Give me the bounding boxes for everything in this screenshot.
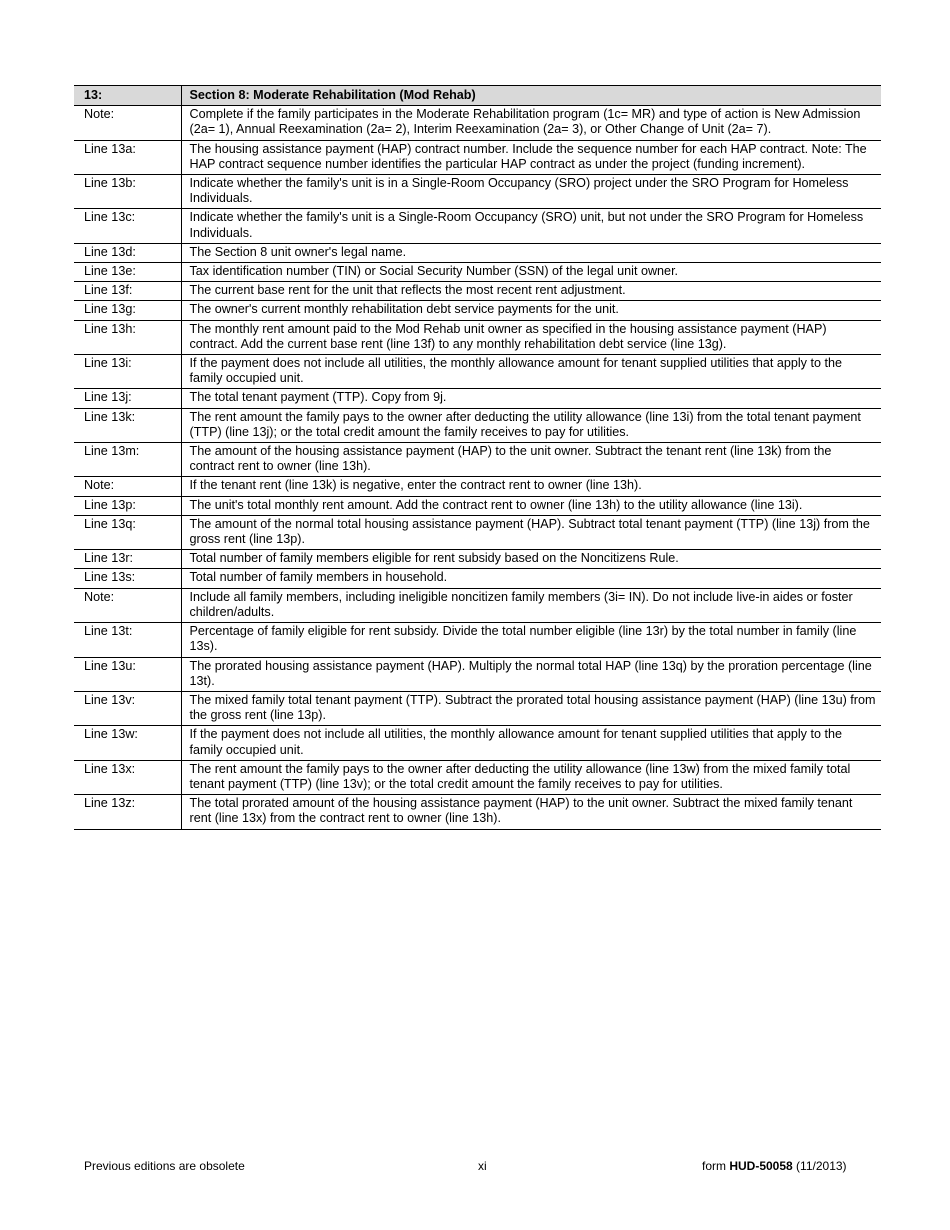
table-row (74, 320, 881, 354)
page-number: xi (478, 1159, 487, 1173)
row-description: The mixed family total tenant payment (TTP). Subtract the prorated total housing assistance payment (HAP) (line 13u) from the gross rent (line 13p). (181, 691, 881, 725)
table-row (74, 263, 881, 282)
row-label: Note: (74, 106, 181, 140)
table-row (74, 355, 881, 389)
row-label: Line 13d: (74, 243, 181, 262)
table-row (74, 588, 881, 622)
row-label: Line 13a: (74, 140, 181, 174)
row-label: Line 13w: (74, 726, 181, 760)
row-description: The rent amount the family pays to the owner after deducting the utility allowance (line 13i) from the total tenant payment (TTP) (line 13j); or the total credit amount the family receives to pay for utilities. (181, 408, 881, 442)
form-number: HUD-50058 (729, 1159, 793, 1173)
table-row (74, 106, 881, 140)
row-label: Line 13e: (74, 263, 181, 282)
row-label: Line 13p: (74, 496, 181, 515)
form-id-prefix: form (702, 1159, 730, 1173)
row-description: The prorated housing assistance payment (HAP). Multiply the normal total HAP (line 13q) by the proration percentage (line 13t). (181, 657, 881, 691)
table-row (74, 569, 881, 588)
row-description: If the tenant rent (line 13k) is negative, enter the contract rent to owner (line 13h). (181, 477, 881, 496)
section-number: 13: (74, 86, 181, 106)
row-description: The owner's current monthly rehabilitation debt service payments for the unit. (181, 301, 881, 320)
row-description: The unit's total monthly rent amount. Add the contract rent to owner (line 13h) to the utility allowance (line 13i). (181, 496, 881, 515)
row-label: Note: (74, 588, 181, 622)
table-row (74, 515, 881, 549)
table-row (74, 443, 881, 477)
table-row (74, 496, 881, 515)
table-row (74, 477, 881, 496)
row-label: Line 13v: (74, 691, 181, 725)
table-row (74, 795, 881, 829)
row-description: The current base rent for the unit that reflects the most recent rent adjustment. (181, 282, 881, 301)
table-row (74, 140, 881, 174)
table-row (74, 209, 881, 243)
row-label: Line 13k: (74, 408, 181, 442)
row-label: Note: (74, 477, 181, 496)
row-description: The total prorated amount of the housing assistance payment (HAP) to the unit owner. Subtract the mixed family tenant rent (line 13x) from the contract rent to owner (line 13h). (181, 795, 881, 829)
table-row (74, 301, 881, 320)
row-description: The Section 8 unit owner's legal name. (181, 243, 881, 262)
row-label: Line 13c: (74, 209, 181, 243)
table-row (74, 726, 881, 760)
row-description: The total tenant payment (TTP). Copy from 9j. (181, 389, 881, 408)
row-description: The amount of the housing assistance payment (HAP) to the unit owner. Subtract the tenant rent (line 13k) from the contract rent to owner (line 13h). (181, 443, 881, 477)
section-title: Section 8: Moderate Rehabilitation (Mod Rehab) (181, 86, 881, 106)
footer-obsolete-note: Previous editions are obsolete (84, 1159, 245, 1173)
row-description: The rent amount the family pays to the owner after deducting the utility allowance (line 13w) from the mixed family total tenant payment (TTP) (line 13v); or the total credit amount the family receives to pay for utilities. (181, 760, 881, 794)
row-description: Indicate whether the family's unit is a Single-Room Occupancy (SRO) unit, but not under the SRO Program for Homeless Individuals. (181, 209, 881, 243)
row-description: Indicate whether the family's unit is in a Single-Room Occupancy (SRO) project under the SRO Program for Homeless Individuals. (181, 175, 881, 209)
row-description: The monthly rent amount paid to the Mod Rehab unit owner as specified in the housing assistance payment (HAP) contract. Add the current base rent (line 13f) to any monthly rehabilitation debt service (line 13g). (181, 320, 881, 354)
table-row (74, 243, 881, 262)
row-label: Line 13z: (74, 795, 181, 829)
row-label: Line 13q: (74, 515, 181, 549)
row-label: Line 13b: (74, 175, 181, 209)
row-description: Complete if the family participates in the Moderate Rehabilitation program (1c= MR) and type of action is New Admission (2a= 1), Annual Reexamination (2a= 2), Interim Reexamination (2a= 3), or Other Change of Unit (2a= 7). (181, 106, 881, 140)
row-label: Line 13j: (74, 389, 181, 408)
row-description: The housing assistance payment (HAP) contract number. Include the sequence number for each HAP contract. Note: The HAP contract sequence number identifies the particular HAP contract as under the project (funding increment). (181, 140, 881, 174)
table-row (74, 691, 881, 725)
row-label: Line 13m: (74, 443, 181, 477)
row-label: Line 13h: (74, 320, 181, 354)
table-row (74, 175, 881, 209)
table-row (74, 623, 881, 657)
row-description: Total number of family members eligible for rent subsidy based on the Noncitizens Rule. (181, 550, 881, 569)
row-label: Line 13x: (74, 760, 181, 794)
form-id (702, 1159, 847, 1173)
row-label: Line 13t: (74, 623, 181, 657)
row-label: Line 13i: (74, 355, 181, 389)
row-description: Tax identification number (TIN) or Social Security Number (SSN) of the legal unit owner. (181, 263, 881, 282)
row-description: Percentage of family eligible for rent subsidy. Divide the total number eligible (line 13r) by the total number in family (line 13s). (181, 623, 881, 657)
row-label: Line 13g: (74, 301, 181, 320)
row-label: Line 13s: (74, 569, 181, 588)
row-description: Include all family members, including ineligible noncitizen family members (3i= IN). Do not include live-in aides or foster children/adults. (181, 588, 881, 622)
table-row (74, 282, 881, 301)
table-body (74, 106, 881, 829)
row-label: Line 13r: (74, 550, 181, 569)
row-description: Total number of family members in household. (181, 569, 881, 588)
row-description: If the payment does not include all utilities, the monthly allowance amount for tenant supplied utilities that apply to the family occupied unit. (181, 726, 881, 760)
row-label: Line 13u: (74, 657, 181, 691)
row-label: Line 13f: (74, 282, 181, 301)
form-date: (11/2013) (792, 1159, 847, 1173)
table-row (74, 550, 881, 569)
row-description: The amount of the normal total housing assistance payment (HAP). Subtract total tenant payment (TTP) (line 13j) from the gross rent (line 13p). (181, 515, 881, 549)
instructions-table (74, 85, 881, 830)
row-description: If the payment does not include all utilities, the monthly allowance amount for tenant supplied utilities that apply to the family occupied unit. (181, 355, 881, 389)
table-header-row (74, 86, 881, 106)
table-row (74, 389, 881, 408)
table-row (74, 760, 881, 794)
table-row (74, 408, 881, 442)
table-row (74, 657, 881, 691)
